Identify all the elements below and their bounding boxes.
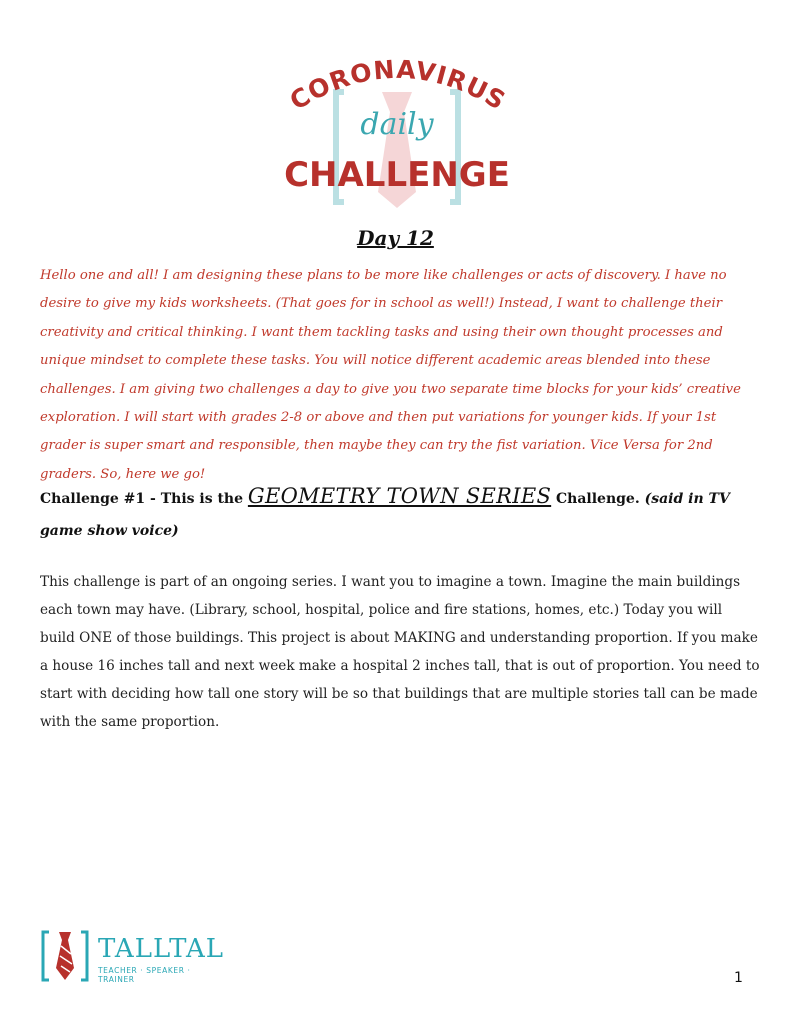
footer-brand-name: TALLTAL — [98, 934, 225, 964]
challenge-aside: (said in TV game show voice) — [40, 491, 730, 539]
page-number: 1 — [734, 970, 743, 986]
coronavirus-daily-challenge-logo — [282, 52, 512, 212]
challenge-heading — [40, 480, 760, 547]
intro-paragraph: Hello one and all! I am designing these plans to be more like challenges or acts of discovery. I have no desire to give my kids worksheets. (That goes for in school as well!) Instead, I want to challenge their creativity and critical thinking. I want them tackling tasks and using their own thought processes and unique mindset to complete these tasks. You will notice different academic areas blended into these challenges. I am giving two challenges a day to give you two separate time blocks for your kids’ creative exploration. I will start with grades 2-8 or above and then put variations for younger kids. If your 1st grader is super smart and responsible, then maybe they can try the fist variation. Vice Versa for 2nd graders. So, here we go! — [40, 268, 741, 482]
challenge-series-name: GEOMETRY TOWN SERIES — [247, 484, 552, 508]
challenge-suffix: Challenge. — [551, 491, 645, 507]
logo-line-challenge: CHALLENGE — [284, 155, 510, 195]
logo-line-daily: daily — [360, 107, 434, 142]
talltal-footer-logo — [40, 928, 225, 984]
body-paragraph: This challenge is part of an ongoing series. I want you to imagine a town. Imagine the main buildings each town may have. (Library, school, hospital, police and fire stations, homes, etc.) Today you will build ONE of those buildings. This project is about MAKING and understanding proportion. If you make a house 16 inches tall and next week make a hospital 2 inches tall, that is out of proportion. You need to start with deciding how tall one story will be so that buildings that are multiple stories tall can be made with the same proportion. — [40, 574, 760, 730]
logo-line-coronavirus: CORONAVIRUS — [284, 54, 511, 116]
tie-bracket-icon — [40, 928, 96, 984]
footer-tagline: TEACHER · SPEAKER · TRAINER — [98, 966, 191, 984]
page-title: Day 12 — [357, 226, 434, 250]
challenge-prefix: Challenge #1 - This is the — [40, 491, 248, 507]
